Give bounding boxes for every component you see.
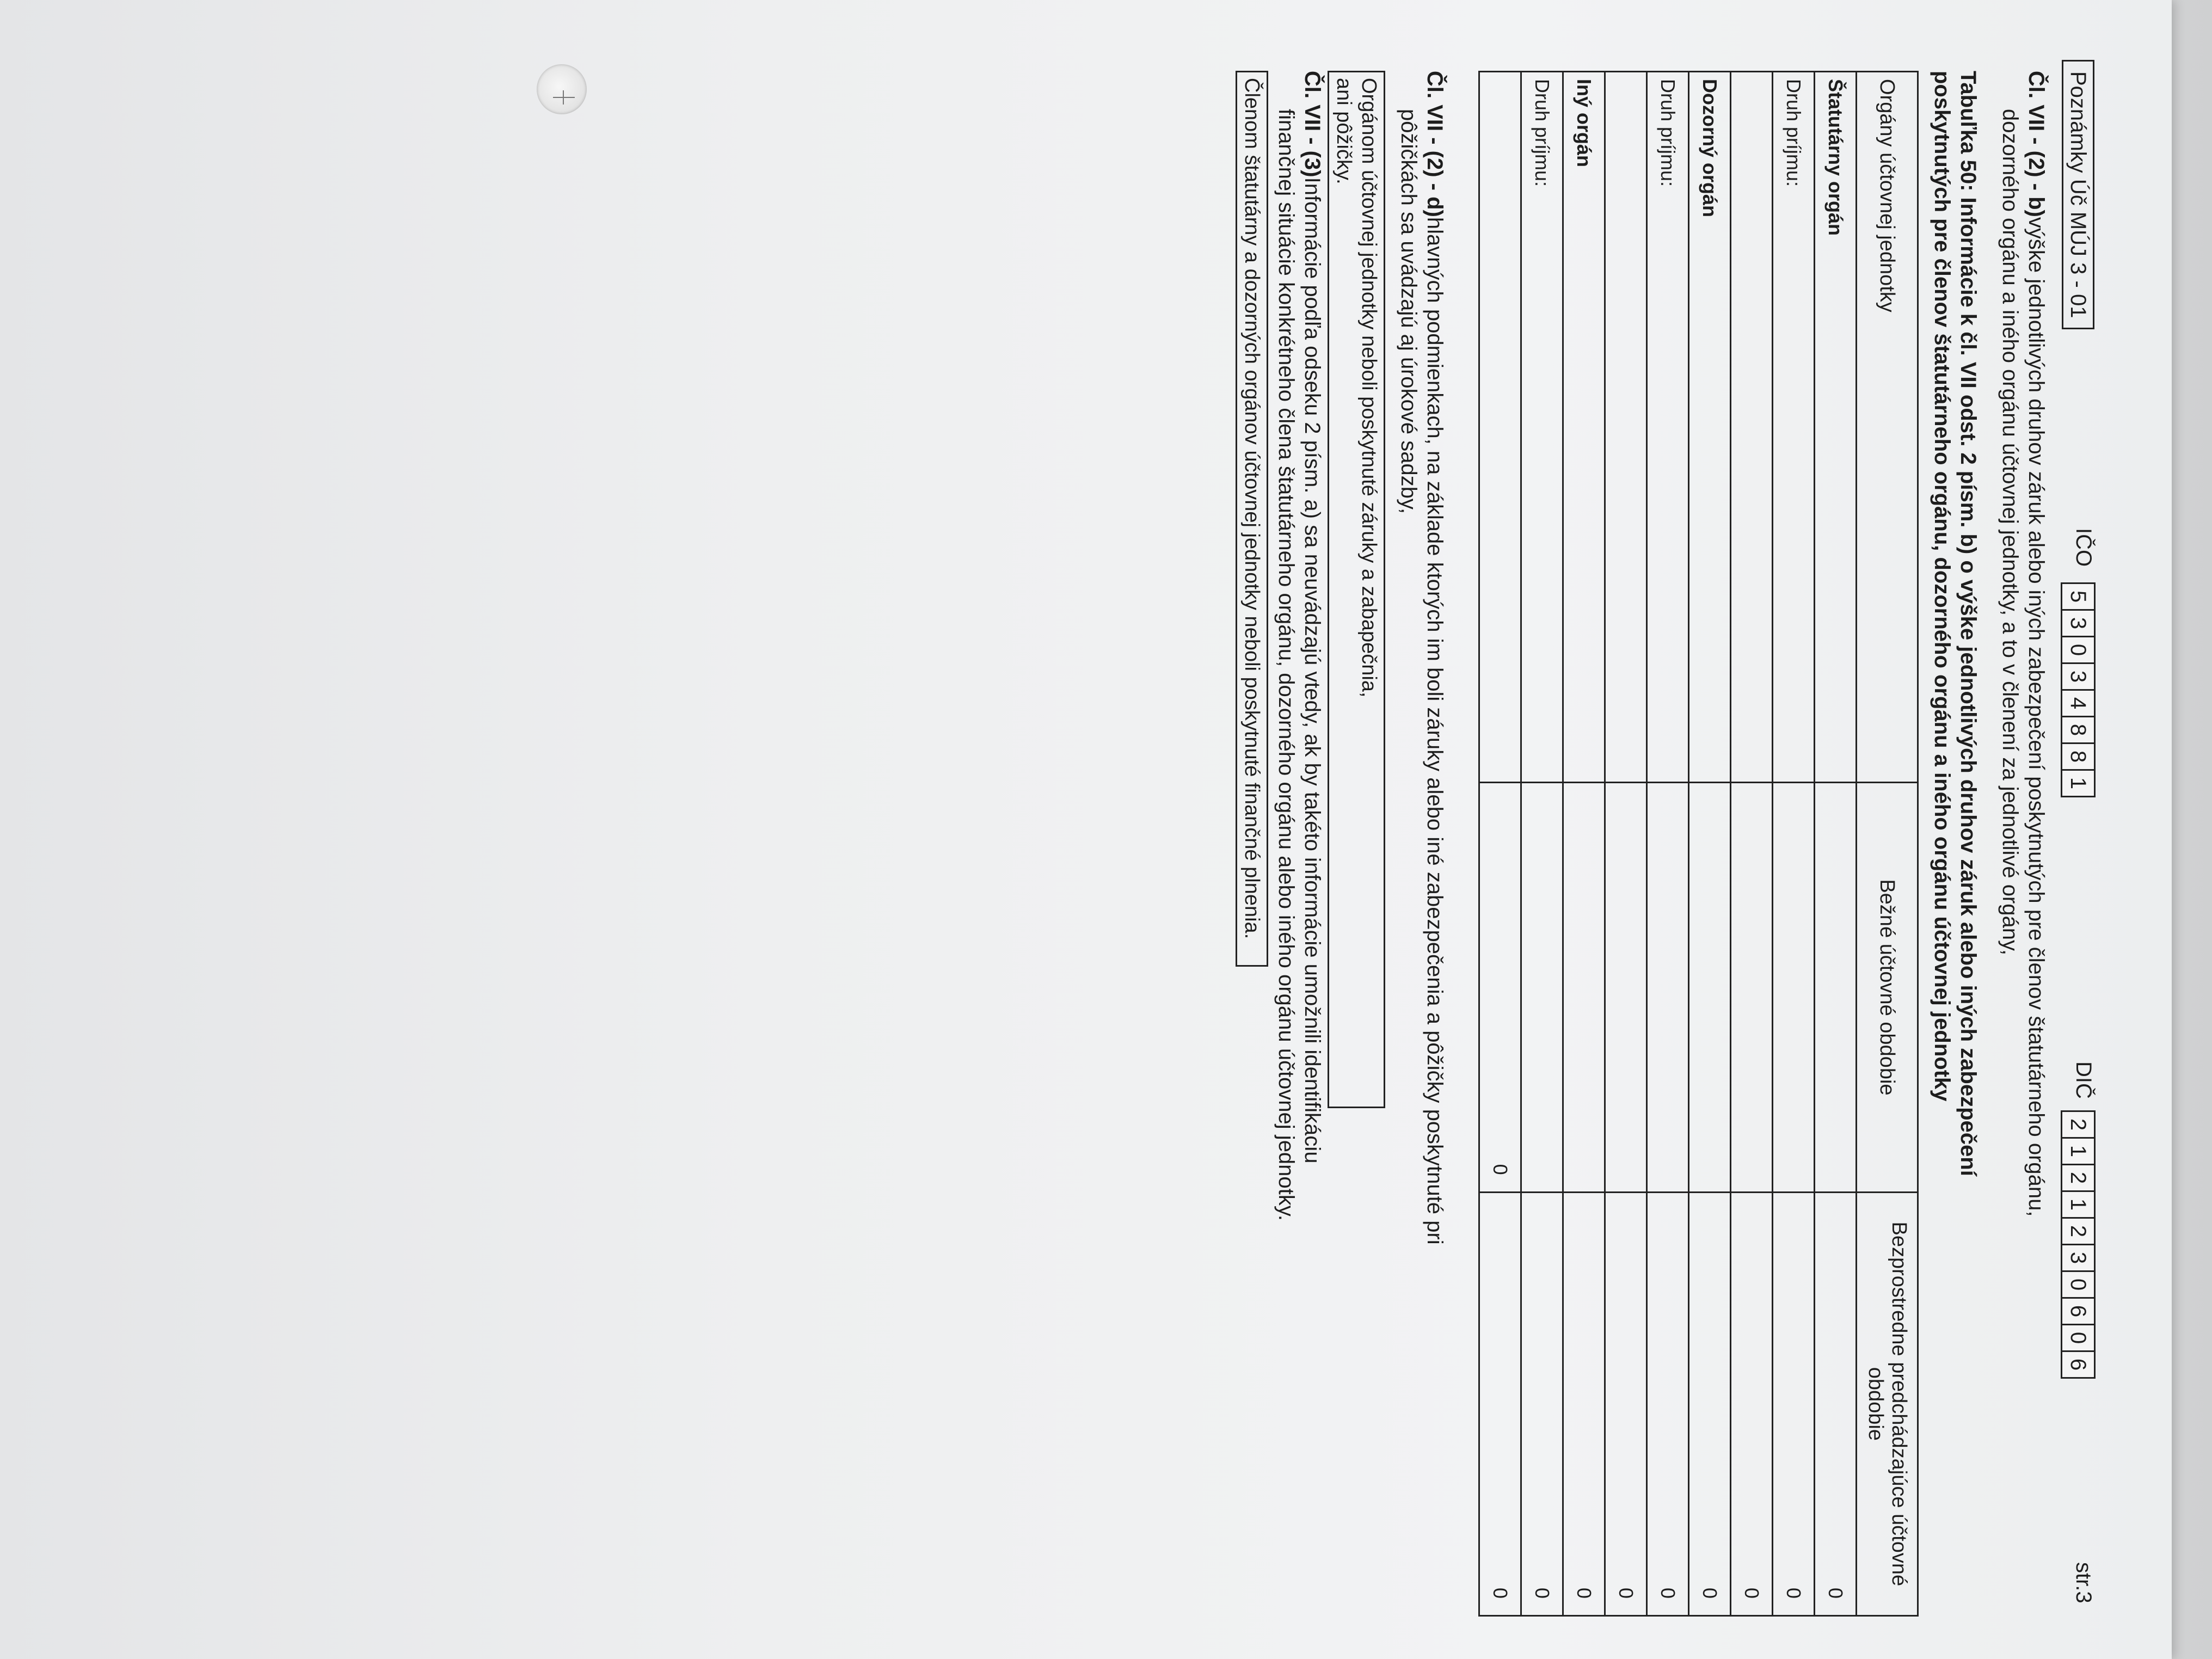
note-label: Poznámky Úč MÚJ 3 - 01	[2062, 60, 2094, 329]
punch-hole	[537, 64, 587, 114]
table-50	[1478, 71, 1919, 1617]
table-row	[1647, 72, 1689, 1616]
section1-line2: dozorného orgánu a iného orgánu účtovnej jednotky, a to v členení za jednotlivé orgány,	[1998, 109, 2022, 956]
section3-line2: finančnej situácie konkrétneho člena štatutárneho orgánu, dozorného orgánu alebo iného orgánu účtovnej jednotky.	[1274, 109, 1298, 1221]
previous-period-value: 0	[1521, 1192, 1563, 1615]
section2-answer-box	[1328, 71, 1385, 1108]
table-row	[1689, 72, 1731, 1616]
dic-digit: 1	[2061, 1190, 2096, 1219]
table-title	[1929, 71, 1981, 1606]
current-period-value: 0	[1479, 783, 1521, 1192]
header-organs: Orgány účtovnej jednotky	[1857, 72, 1918, 783]
ico-field	[2061, 582, 2096, 796]
current-period-value	[1773, 783, 1815, 1192]
section2-answer-line1: Orgánom účtovnej jednotky neboli poskytnuté záruky a zabapečnia,	[1357, 78, 1380, 698]
section3-answer-box	[1236, 71, 1268, 967]
dic-digit: 3	[2061, 1244, 2096, 1272]
section2-line1: hlavných podmienkach, na základe ktorých im boli záruky alebo iné zabezpečenia a pôžičky poskytnuté pri	[1423, 217, 1447, 1245]
table-row	[1521, 72, 1563, 1616]
ico-label: IČO	[2072, 528, 2096, 567]
previous-period-value: 0	[1605, 1192, 1647, 1615]
previous-period-value: 0	[1479, 1192, 1521, 1615]
row-label	[1479, 72, 1521, 783]
header-current-period: Bežné účtovné obdobie	[1857, 783, 1918, 1192]
ico-digit: 0	[2061, 636, 2096, 664]
section3-answer: Členom štatutárny a dozorných orgánov účtovnej jednotky neboli poskytnuté finančné plnenia.	[1240, 78, 1263, 939]
dic-digit: 2	[2061, 1164, 2096, 1192]
section3-heading: Čl. VII - (3)	[1300, 71, 1324, 177]
ico-digit: 3	[2061, 609, 2096, 637]
page-number: str.3	[2072, 1562, 2096, 1603]
previous-period-value: 0	[1689, 1192, 1731, 1615]
current-period-value	[1521, 783, 1563, 1192]
section2-answer-line2: ani pôžičky.	[1332, 78, 1355, 185]
row-label: Dozorný orgán	[1689, 72, 1731, 783]
current-period-value	[1731, 783, 1773, 1192]
header-previous-period: Bezprostredne predchádzajúce účtovné obdobie	[1857, 1192, 1918, 1615]
current-period-value	[1647, 783, 1689, 1192]
dic-label: DIČ	[2072, 1061, 2096, 1099]
ico-digit: 4	[2061, 689, 2096, 717]
table-row	[1731, 72, 1773, 1616]
row-label: Druh príjmu:	[1647, 72, 1689, 783]
dic-digit: 6	[2061, 1350, 2096, 1379]
table-row	[1563, 72, 1605, 1616]
current-period-value	[1563, 783, 1605, 1192]
current-period-value	[1815, 783, 1857, 1192]
previous-period-value: 0	[1647, 1192, 1689, 1615]
row-label: Druh príjmu:	[1773, 72, 1815, 783]
section1-heading: Čl. VII - (2) - b)	[2024, 71, 2048, 217]
ico-digit: 8	[2061, 742, 2096, 771]
dic-digit: 6	[2061, 1297, 2096, 1325]
dic-digit: 0	[2061, 1324, 2096, 1352]
dic-digit: 0	[2061, 1270, 2096, 1299]
section2-heading: Čl. VII - (2) - d)	[1423, 71, 1447, 217]
dic-digit: 1	[2061, 1137, 2096, 1165]
ico-digit: 3	[2061, 662, 2096, 691]
table-title-line1: Tabuľka 50: Informácie k čl. VII odst. 2 písm. b) o výške jednotlivých druhov záruk alebo iných zabezpečení	[1956, 71, 1980, 1176]
section2-line2: pôžičkách sa uvádzajú aj úrokové sadzby,	[1397, 109, 1421, 514]
previous-period-value: 0	[1731, 1192, 1773, 1615]
ico-digit: 8	[2061, 716, 2096, 744]
section1-line1: výške jednotlivých druhov záruk alebo iných zabezpečení poskytnutých pre členov štatutárneho orgánu,	[2024, 217, 2048, 1217]
previous-period-value: 0	[1815, 1192, 1857, 1615]
document-page	[1083, 49, 2117, 1627]
section1-text	[1997, 71, 2049, 1606]
section2-text	[1396, 71, 1448, 1606]
current-period-value	[1689, 783, 1731, 1192]
table-row	[1815, 72, 1857, 1616]
table-row	[1479, 72, 1521, 1616]
dic-digit: 2	[2061, 1110, 2096, 1139]
table-header-row	[1857, 72, 1918, 1616]
table-row	[1605, 72, 1647, 1616]
current-period-value	[1605, 783, 1647, 1192]
row-label	[1605, 72, 1647, 783]
section3-line1: Informácie podľa odseku 2 písm. a) sa neuvádzajú vtedy, ak by takéto informácie umožnili identifikáciu	[1300, 177, 1324, 1164]
dic-field	[2061, 1110, 2096, 1377]
table-title-line2: poskytnutých pre členov štatutárneho orgánu, dozorného orgánu a iného orgánu účtovnej jednotky	[1930, 71, 1954, 1102]
row-label: Iný orgán	[1563, 72, 1605, 783]
section3-text	[1273, 71, 1325, 1606]
dic-digit: 2	[2061, 1217, 2096, 1245]
row-label	[1731, 72, 1773, 783]
ico-digit: 5	[2061, 582, 2096, 611]
previous-period-value: 0	[1563, 1192, 1605, 1615]
previous-period-value: 0	[1773, 1192, 1815, 1615]
row-label: Štatutárny orgán	[1815, 72, 1857, 783]
table-row	[1773, 72, 1815, 1616]
row-label: Druh príjmu:	[1521, 72, 1563, 783]
ico-digit: 1	[2061, 769, 2096, 797]
